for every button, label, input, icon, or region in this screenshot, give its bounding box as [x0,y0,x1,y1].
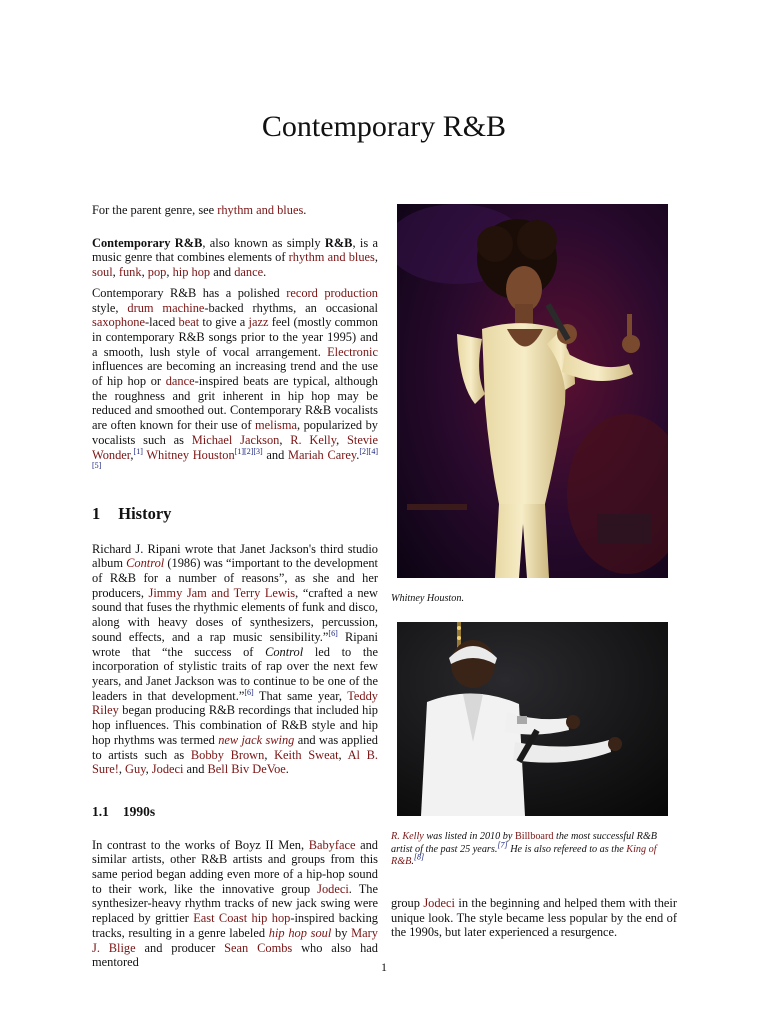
section-title: 1990s [122,803,156,819]
citation-ref[interactable]: [8] [413,852,425,862]
text-run: -backed rhythms, an occasional [204,300,378,315]
link-dance[interactable]: dance [165,374,195,389]
link-teddy-riley[interactable]: Teddy Riley [92,688,378,718]
text-run: , [112,265,119,280]
link-hip-hop[interactable]: hip hop [172,265,211,280]
text-run: group [391,896,424,910]
text-run: , [118,762,126,777]
link-al-b-sure[interactable]: Al B. Sure! [92,747,378,777]
text-run: . [356,447,360,462]
page-number: 1 [381,960,387,974]
link-r-kelly[interactable]: R. Kelly [290,432,337,447]
link-sean-combs[interactable]: Sean Combs [224,940,293,955]
text-run: , is a music genre that combines elements of [92,235,378,265]
text-run: to give a [199,315,249,330]
text-run: and was applied to artists such as [92,732,378,762]
citation-ref[interactable]: [6] [244,687,254,697]
whitney-houston-photo [397,204,668,578]
text-run: , popularized by vocalists such as [92,418,378,447]
text-run: , [166,265,173,280]
link-pop[interactable]: pop [147,265,167,280]
text-run: the most successful R&B artist of the past 25 years. [391,831,657,855]
text-run: . [411,856,414,867]
link-jazz[interactable]: jazz [248,315,269,330]
text-run: , [338,747,348,762]
link-record-production[interactable]: record production [286,285,378,300]
intro-paragraph-2 [92,286,378,477]
text-run: -inspired backing tracks, resulting in a genre labeled [92,911,378,940]
text-run: , [141,265,148,280]
text-run: feel (mostly common in contemporary R&B songs prior to the year 1995) and a smooth, lush style of vocal arrangement. [92,315,378,359]
link-stevie-wonder[interactable]: Stevie Wonder [92,432,378,462]
link-soul[interactable]: soul [92,265,113,280]
hatnote-suffix: . [303,203,307,217]
link-jodeci[interactable]: Jodeci [317,881,349,896]
bold-term: R&B [324,235,353,250]
section-number: 1 [92,503,101,523]
link-keith-sweat[interactable]: Keith Sweat [274,747,339,762]
nineties-paragraph [92,838,378,970]
text-run: , “crafted a new sound that fuses the rhythmic elements of funk and disco, along with heavy doses of synthesizers, percussion, sound effects, and a rap music sensibility.” [92,585,378,644]
text-run: and similar artists, other R&B artists and groups from this same period began adding even more of a hip-hop sound to their work, like the innovative group [92,837,378,896]
link-beat[interactable]: beat [178,315,200,330]
text-run: led to the incorporation of stylistic traits of rap over the next few years, and Janet Jackson was to continue to be one of the leaders in that development.” [92,644,378,703]
link-control[interactable]: Control [126,556,165,571]
text-run: . [285,762,289,777]
text-run: -laced [145,315,179,330]
link-east-coast-hip-hop[interactable]: East Coast hip hop [193,911,291,926]
link-electronic[interactable]: Electronic [327,344,378,359]
link-bobby-brown[interactable]: Bobby Brown [190,747,265,762]
text-run: was listed in 2010 by [423,831,515,842]
link-drum-machine[interactable]: drum machine [127,300,205,315]
text-run: -inspired beats are typical, although the roughness and grit inherent in hip hop may be reduced and smoothed out. Contemporary R&B vocalists are often known for their use of [92,374,379,433]
text-run: , [145,762,152,777]
text-run: , [374,250,378,265]
text-run: , [130,447,134,462]
link-hip-hop-soul[interactable]: hip hop soul [268,925,332,940]
link-melisma[interactable]: melisma [254,418,297,433]
bold-term: Contemporary R&B [92,235,203,250]
text-run: That same year, [253,688,348,703]
text-run: and [262,447,288,462]
text-run: influences are becoming an increasing trend and the use of hip hop or [92,359,378,389]
link-jodeci[interactable]: Jodeci [151,762,184,777]
text-run: (1986) was “important to the development of R&B for a number of reasons”, as she and her producers, [92,556,378,600]
link-babyface[interactable]: Babyface [308,837,356,852]
text-run: , [279,432,291,447]
history-paragraph [92,542,378,777]
text-run: Contemporary R&B has a polished [92,285,287,300]
link-guy[interactable]: Guy [125,762,146,777]
citation-ref[interactable]: [6] [328,628,338,638]
text-run: , [264,747,275,762]
citation-ref[interactable]: [1][2][3] [234,446,263,456]
text-run: Ripani wrote that “the success of [92,629,379,659]
text-run: style, [92,300,128,315]
link-rhythm-and-blues[interactable]: rhythm and blues [217,203,304,217]
intro-paragraph-1 [92,236,378,280]
text-run: and producer [135,940,225,955]
link-jodeci[interactable]: Jodeci [423,896,455,910]
link-new-jack-swing[interactable]: new jack swing [218,732,295,747]
text-run: . [263,265,267,280]
text-run: , also known as simply [202,235,325,250]
link-dance[interactable]: dance [234,265,264,280]
link-r-kelly[interactable]: R. Kelly [391,831,424,842]
link-rhythm-and-blues[interactable]: rhythm and blues [288,250,375,265]
text-run: by [331,925,352,940]
citation-ref[interactable]: [2][4][5] [92,446,378,471]
citation-ref[interactable]: [1] [133,446,143,456]
kelly-caption [391,831,677,869]
text-run: who also had mentored [92,940,378,970]
page-title: Contemporary R&B [261,110,507,143]
italic-title: Control [265,644,304,659]
subsection-heading-1990s [92,805,378,820]
text-run: and [183,762,208,777]
link-whitney-houston[interactable]: Whitney Houston [146,447,235,462]
left-column [92,203,378,976]
section-heading-history [92,503,378,523]
section-number: 1.1 [92,803,109,819]
citation-ref[interactable]: [7] [497,840,508,850]
link-funk[interactable]: funk [118,265,142,280]
link-jimmy-jam-and-terry-lewis[interactable]: Jimmy Jam and Terry Lewis [148,585,296,600]
text-run: . The synthesizer-heavy rhythm tracks of new jack swing were replaced by grittier [92,881,378,926]
nineties-continuation [391,896,677,940]
text-run: In contrast to the works of Boyz II Men, [92,837,309,852]
r-kelly-photo [397,622,668,816]
houston-caption: Whitney Houston. [391,593,464,604]
hatnote [92,203,378,218]
link-billboard[interactable]: Billboard [514,831,554,842]
link-mariah-carey[interactable]: Mariah Carey [287,447,357,462]
text-run: , [336,432,348,447]
section-title: History [118,503,172,523]
text-run: Richard J. Ripani wrote that Janet Jackson's third studio album [92,541,378,571]
text-run: He is also refereed to as the [507,843,627,855]
link-bell-biv-devoe[interactable]: Bell Biv DeVoe [207,762,286,777]
link-michael-jackson[interactable]: Michael Jackson [191,432,280,447]
text-run: in the beginning and helped them with their unique look. The style became less popular by the end of the 1990s, but later experienced a resurgence. [391,896,677,940]
link-mary-j-blige[interactable]: Mary J. Blige [92,925,378,955]
text-run: and [210,265,235,280]
text-run: began producing R&B recordings that included hip hop influences. This combination of R&B style and hip hop rhythms was termed [92,703,378,747]
link-saxophone[interactable]: saxophone [92,315,145,330]
hatnote-text: For the parent genre, see [92,203,218,217]
link-king-of-rnb[interactable]: King of R&B [391,843,657,867]
